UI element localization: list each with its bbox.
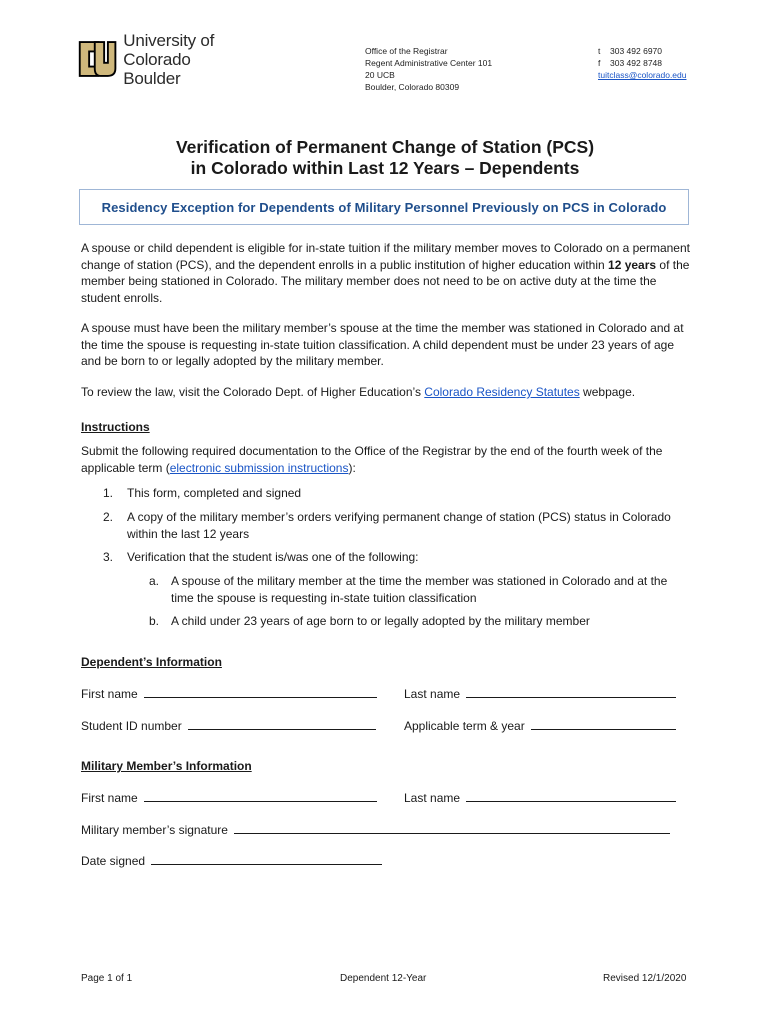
field-label: Last name [404, 791, 461, 805]
phone-label: t [598, 46, 601, 56]
email-line [598, 69, 686, 81]
list-item [103, 509, 683, 542]
list-item [103, 485, 683, 502]
page-number: Page 1 of 1 [81, 973, 133, 984]
military-last-name-field[interactable] [404, 789, 676, 805]
dependent-last-name-field[interactable] [404, 685, 676, 701]
term-year-field[interactable] [404, 717, 676, 733]
text-span: ): [348, 460, 356, 475]
instructions-text [81, 443, 691, 476]
sub-list-text: A child under 23 years of age born to or legally adopted by the military member [171, 614, 590, 628]
military-signature-field[interactable] [81, 821, 670, 837]
field-label: First name [81, 791, 138, 805]
military-first-name-input-line[interactable] [144, 789, 377, 802]
address-line: Regent Administrative Center 101 [365, 58, 493, 68]
list-number: 2. [103, 510, 114, 524]
fax-line [598, 57, 686, 69]
list-number: 3. [103, 550, 114, 564]
student-id-field[interactable] [81, 717, 376, 733]
term-year-input-line[interactable] [531, 717, 676, 730]
address-line: Boulder, Colorado 80309 [365, 82, 460, 92]
residency-statutes-link[interactable]: Colorado Residency Statutes [424, 385, 580, 399]
sub-list-item [149, 573, 689, 606]
phone-line [598, 45, 686, 57]
student-id-input-line[interactable] [188, 717, 376, 730]
university-logo [76, 30, 276, 88]
dependent-info-heading: Dependent’s Information [81, 655, 222, 669]
page-title [80, 137, 690, 179]
phone-number: 303 492 6970 [610, 46, 662, 56]
sub-list-letter: a. [149, 574, 160, 588]
text-span: of the member being stationed in Colorado. The military member does not need to be on active duty at the time the student enrolls. [81, 257, 690, 305]
field-label: First name [81, 687, 138, 701]
field-label: Applicable term & year [404, 719, 525, 733]
title-line-2: in Colorado within Last 12 Years – Dependents [190, 158, 580, 178]
logo-line-1: University of Colorado [123, 30, 215, 69]
logo-line-2: Boulder [123, 68, 181, 88]
list-text: A copy of the military member’s orders verifying permanent change of station (PCS) status in Colorado within the last 12 years [127, 510, 671, 541]
section-banner [79, 189, 689, 225]
military-signature-input-line[interactable] [234, 821, 670, 834]
intro-paragraph-3 [81, 384, 691, 401]
intro-paragraph-2: A spouse must have been the military member’s spouse at the time the member was stationed in Colorado and at the time the spouse is requesting in-state tuition classification. A child dependent must be under 23 years of age and be born to or legally adopted by the military member. [81, 321, 684, 368]
text-span: Submit the following required documentation to the Office of the Registrar by the end of the fourth week of the applicable term ( [81, 444, 663, 475]
field-label: Date signed [81, 854, 146, 868]
list-item [103, 549, 683, 566]
address-line: 20 UCB [365, 70, 395, 80]
registrar-contact [598, 45, 686, 81]
dependent-first-name-field[interactable] [81, 685, 377, 701]
email-link[interactable]: tuitclass@colorado.edu [598, 70, 687, 80]
text-span: A spouse or child dependent is eligible for in-state tuition if the military member moves to Colorado on a permanent change of station (PCS), and the dependent enrolls in a public institution of higher education within [81, 241, 690, 272]
fax-label: f [598, 58, 601, 68]
military-info-heading: Military Member’s Information [81, 759, 252, 773]
field-label: Student ID number [81, 719, 182, 733]
university-name [123, 31, 276, 88]
field-label: Military member’s signature [81, 823, 228, 837]
military-first-name-field[interactable] [81, 789, 377, 805]
title-line-1: Verification of Permanent Change of Station (PCS) [175, 137, 595, 157]
list-number: 1. [103, 486, 114, 500]
sub-list-item [149, 613, 689, 630]
sub-list-letter: b. [149, 614, 160, 628]
text-span: To review the law, visit the Colorado Dept. of Higher Education’s [81, 385, 425, 399]
military-last-name-input-line[interactable] [466, 789, 676, 802]
fax-number: 303 492 8748 [610, 58, 662, 68]
electronic-submission-link[interactable]: electronic submission instructions [169, 460, 349, 475]
sub-list-text: A spouse of the military member at the time the member was stationed in Colorado and at the time the spouse is requesting in-state tuition classification [171, 574, 668, 605]
date-signed-input-line[interactable] [151, 852, 382, 865]
instructions-heading: Instructions [81, 420, 150, 434]
dependent-last-name-input-line[interactable] [466, 685, 676, 698]
banner-text: Residency Exception for Dependents of Military Personnel Previously on PCS in Colorado [101, 199, 667, 215]
text-span: webpage. [579, 385, 636, 399]
dependent-first-name-input-line[interactable] [144, 685, 377, 698]
intro-paragraph-1 [81, 240, 691, 306]
registrar-address [365, 45, 492, 93]
form-name: Dependent 12-Year [340, 973, 427, 984]
emphasis-text: 12 years [608, 257, 657, 272]
cu-logo-icon [76, 37, 117, 81]
field-label: Last name [404, 687, 461, 701]
revision-date: Revised 12/1/2020 [603, 973, 687, 984]
address-line: Office of the Registrar [365, 46, 448, 56]
list-text: This form, completed and signed [127, 486, 302, 500]
date-signed-field[interactable] [81, 852, 382, 868]
list-text: Verification that the student is/was one of the following: [127, 550, 419, 564]
